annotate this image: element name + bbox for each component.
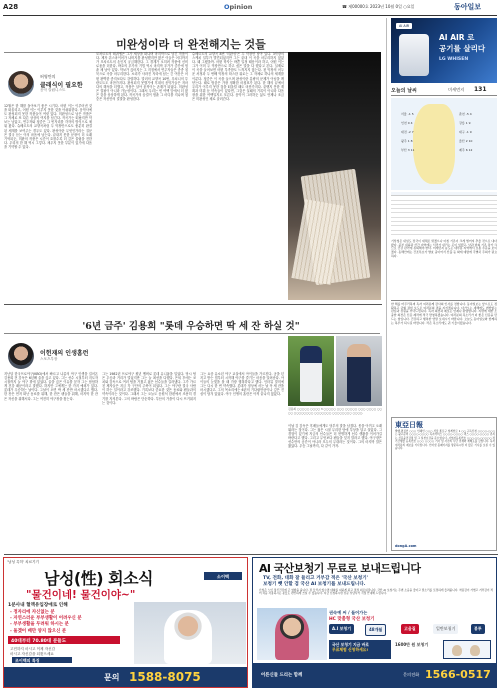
lg-ad[interactable]	[391, 18, 497, 83]
ad-bullet: - 돌겠어 배만 양지 않으신 분	[10, 628, 67, 634]
ad2-footer-bar[interactable]	[253, 663, 497, 688]
header-rule	[3, 15, 497, 16]
author1-name: 허영만의	[40, 74, 56, 79]
lg-ad-line2: 공기를 살리다	[439, 44, 486, 53]
ad-phone-label: 문의	[104, 673, 120, 682]
player-figure	[300, 346, 322, 402]
weather-city-temps-left: 서울 -1 5 인천 0 4 대전 -2 7 광주 1 8 부산 3 11	[401, 112, 415, 152]
ad-phone: 1588-8075	[129, 670, 201, 684]
ad-bullet: - 자연스러운 부부생활이 어려우신 분	[10, 616, 82, 622]
author2-role: 스포츠부장	[40, 357, 58, 361]
ad-model-photo	[134, 602, 246, 664]
column2-photo-1	[288, 336, 334, 406]
ad2-cta-1: 국산 보청기 지금 바로	[332, 642, 369, 647]
donga-box-text: 발행·편집인 ○○○ 인쇄인 ○○○ 서울 종로구 청계천로 1 ○○ 구독신청 ○○○○-○○○○ 광고문의 ○○○○-○○○○ 독자서비스 ○○○○-○○○○ 팩스 ○○○○-○○○○ 본지는 신문윤리강령 및 그 실천요강을 준수합니다. 사업자등록번호 ○○○-○○-○○○○○ 정기간행물 등록번호 ○○○ ○○○○ 기사 및 사진의 무단 전재와 재배포를 금합니다. 독자 여러분의 제보를 기다립니다. 인터넷 홈페이지를 방문하시면 더 많은 기사를 보실 수 있습니다.	[395, 430, 495, 451]
section-rest: pinion	[229, 3, 253, 11]
column2-photo-caption: 김용희 ○○○○○ ○○○○ 3 ○○○○○ ○○○ ○○○○○ ○○○ ○○○○ ○○○○ ○○○○○○○○ ○○○○○○○ ○○○○○○○○ ○○○○.	[288, 407, 382, 415]
ad2-chip: 48개월	[365, 624, 386, 636]
page-header	[0, 0, 500, 16]
section-title	[224, 3, 252, 11]
masthead: 동아일보	[454, 2, 482, 11]
ad2-chip: 고음질	[401, 624, 419, 634]
ad-subheadline: "물건이네! 물건이야~"	[26, 589, 136, 601]
section-o: O	[224, 3, 230, 11]
author1-role: 음악 칼럼니스트	[40, 88, 66, 92]
ad-bullet: - 부부생활을 두려워 하시는 분	[10, 622, 69, 628]
weather-map	[391, 98, 497, 190]
ad2-headline: AI 국산보청기 무료로 보내드립니다	[259, 562, 421, 575]
ad2-chip: A.I 보청기	[329, 624, 354, 634]
column1-text-col3: 슈베르트의 교향곡 8번 '미완성'은 두 악장만 남아 있다. 3악장의 스케치 일부가 발견되었지만 그는 끝내 이 곡을 마무리하지 않았다. 왜 그랬을까. 어떤 학자는 바쁜 일정 때문이라 하고, 어떤 이는 그가 이미 두 악장만으로 하고 싶은 말을 다 했다고 본다. 실제로 이 곡을 들어보면 어떤 부족함도 느껴지지 않는다. 첫 악장의 어두운 서정과 두 번째 악장의 따스한 위로는 그 자체로 하나의 세계를 이룬다. 청중은 이 곡을 들으며 완성이란 분량의 문제가 아님을 깨닫는다. 때로 멈춤은 가장 정확한 마침표가 된다. 한 해의 끝에서 우리가 이루지 못한 것을 떠올릴 때도 마찬가지다. 끝맺지 못한 계획과 미뤄 둔 약속들이 있다면, 그것은 실패의 기록이 아니라 다음 장을 위한 여백일지도 모른다. 음악이 그러하듯 삶도 언제나 조금은 미완성인 채로 흘러간다.	[192, 52, 284, 102]
korea-map-shape	[413, 104, 455, 184]
ad-footer-bar[interactable]	[4, 667, 248, 688]
ad2-phone-label: 문의전화	[403, 672, 420, 677]
hearing-aid-icon	[452, 645, 462, 656]
weather-city-temps-right: 춘천 -5 4 강릉 1 9 대구 -1 9 울산 2 10 제주 6 12	[459, 112, 473, 152]
right-column-text-2: 한 해를 마무리하며 독자 여러분께 감사의 인사를 전합니다. 동아일보는 앞으로도 정확하고 균형 잡힌 보도로 여러분의 곁을 지키겠습니다. 다가오는 새해에도 변함없는 관심과 성원을 부탁드립니다. 독자 의견과 제보는 언제나 환영합니다. 지면에 대한 소중한 의견은 신문 제작에 적극 반영하겠습니다. 여러분의 목소리가 더 좋은 신문을 만드는 힘입니다. 건강하고 행복한 연말 보내시기 바랍니다. 오늘도 동아일보와 함께하는 하루가 되시길 바랍니다. 작은 목소리에도 귀 기울이겠습니다.	[391, 302, 497, 325]
air-value: 131	[474, 86, 487, 93]
ad-note-2: 마시고 자신감을 되찾으세요	[10, 651, 54, 656]
right-col-rule	[391, 300, 497, 301]
ad2-sub1: TV, 전화, 대화 잘 들리고 거부감 적은 '국산 보청기'	[263, 576, 369, 581]
column1-text-col2: 모차르트의 레퀴엠은 그가 세상을 떠나며 마지막으로 남긴 작품이다. 제자 쥐스마이어가 나머지를 완성했지만 많은 이들은 어디까지가 모차르트의 손인지 궁금해한다. 그 경계가 오히려 작품에 신비로움을 더한다. 바흐의 푸가의 기법 역시 마지막 푸가가 중간에 멈춘 채 남아 있다. 악보가 끊어지는 그 지점에서 연주자들은 종종 침묵으로 곡을 마무리한다. 소리가 사라진 자리에 남는 긴 여운은 어떤 완벽한 종지보다도 강렬하다. 말러의 교향곡 10번, 푸치니의 투란도트도 마찬가지다. 완성되지 못했기에 후대의 음악가들은 저마다의 해석을 더했고, 작품은 살아 움직이는 존재가 되었다. 미완성은 결핍이 아니라 가능성이다. 그래서 우리는 빈 여백 앞에서 더 많은 것을 상상하게 된다. 작곡가의 숨결이 멈춘 그 마디를 지나며 청중은 자신만의 결말을 완성한다.	[96, 52, 188, 102]
weather-table	[391, 192, 497, 238]
page-number: A28	[3, 3, 19, 11]
ad2-chip: 봉투	[471, 624, 485, 634]
author1-avatar	[8, 71, 34, 97]
bottom-right-ad[interactable]	[252, 557, 497, 688]
ad2-body: 난청은 노인 정신건강에 큰 영향을 줍니다. 잘 들리지 않으면 대화를 피하게 되고 점점 외로워집니다. 국산 AI 보청기는 주변 소음을 줄이고 말소리를 또렷하게 들려줍니다. 착용감이 가볍고 거부감이 적어 처음 사용하시는 분들도 편안하게 쓰실 수 있습니다. 지금 신청하시면 전문 상담사가 직접 안내해 드립니다.	[259, 588, 493, 596]
column2-text-col2: 그는 1982년 프로야구 원년 멤버로 롯데 유니폼을 입었다. 당시 팀은 우승과 거리가 멀었지만 그는 늘 최선을 다했다. 은퇴 후에는 코치와 감독으로 여러 팀을 거쳤고 젊은 선수들을 길러냈다. 그가 가르친 제자들은 지금 각 구단의 주축이 되었다. 그는 야구란 결국 사람이 하는 일이라고 강조했다. 기록보다 중요한 것은 동료와 팬들과의 약속이라는 것이다. 그래서 그는 오늘도 응원석 한편에서 조용히 경기를 지켜본다. 그의 바람은 단순하다. 부산의 가을이 다시 뜨거워지는 것이다.	[102, 372, 196, 405]
lg-ad-line1: AI AIR 로	[439, 33, 475, 42]
right-column-text: 기상청은 내일도 전국이 대체로 맑겠으나 아침 기온이 크게 떨어져 추울 것으로 내다봤다. 중부 내륙과 산간 지역에는 서리가 내리는 곳이 있겠고, 낮과 밤의 기온 차가 크므로 건강 관리에 유의해야 한다. 미세먼지 농도는 대부분 지역에서 보통 수준을 보이겠다. 동해안에는 건조특보가 발효 중이어서 산불 등 화재 예방에 각별히 주의가 필요하다.	[391, 239, 497, 258]
ad2-bottom-text: 어른신들 드리는 함께	[261, 673, 303, 678]
column-divider	[386, 18, 387, 552]
donga-box	[391, 417, 497, 551]
ad2-cta-2: 무료체험 신청하세요!	[332, 647, 369, 652]
column2-text-col1: 지난달 한국프로야구(KBO)에서 빠르고 나름의 야구 인생을 걸어온 김용희 전 감독은 6년째 술을 끊고 있다. 그는 선수 시절부터 지도자 시절까지 늘 야구 곁에 있었다. 술을 끊은 이유를 묻자 그는 담담하게 건강 때문이라고 말했다. 하지만 그에게는 한 가지 예외가 있다. 롯데가 우승하는 날이다. 그날이 오면 딱 세 잔만 마시겠다고 했다. 한 잔은 먼저 떠난 동료를 위해, 한 잔은 팬들을 위해, 마지막 한 잔은 자신을 위해서다. 그는 여전히 야구장을 찾는다.	[4, 372, 98, 401]
author1-subtitle: 클래식이 필요한	[40, 82, 83, 89]
ad-notes	[10, 647, 55, 656]
weather-rule	[391, 95, 497, 96]
ad-highlight: 40대부터 70.80대 분들도	[8, 636, 120, 644]
hearing-aid-icon	[470, 645, 480, 656]
ad-tag: 소이맥	[204, 572, 242, 580]
aircon-image	[399, 34, 429, 76]
column2-title-rule	[4, 333, 380, 334]
issue-info: ☎ 제00000호 2023년 10월 0일 ○요일	[342, 4, 415, 9]
column1-photo	[288, 52, 381, 300]
author2-avatar	[8, 343, 34, 369]
ad2-sub2: 보청기 뺏 안할 겸 국산 AI 보청기를 보내드립니다.	[263, 582, 366, 587]
ad-bullet: - 정자리에 자신없는 분	[10, 610, 55, 615]
ad2-phone: 1566-0517	[425, 668, 491, 681]
headline-part-b: 性	[80, 569, 97, 588]
column2-text-col3: 그는 요즘 유소년 야구 교실에서 아이들을 가르친다. 공을 던지고 받는 법부터 시작해 야구를 즐기는 마음을 알려준다. 아이들의 눈빛을 볼 때 가장 행복하다고 했다. 인터뷰 말미에 그는 다시 한 번 약속했다. 롯데가 정상에 서는 날 꼭 세 잔을 마시겠다고. 그의 목소리에는 6년의 기다림만큼이나 깊은 진심이 담겨 있었다. 야구 인생의 홈런은 아직 끝나지 않았다.	[200, 372, 284, 397]
column2-text-col4: 이날 김 감독은 후배들에게도 당부의 말을 남겼다. 몸을 아끼고 오래 뛰라는 것이다. 그는 젊은 시절 무리한 탓에 부상을 달고 살았다. 그 경험이 있기에 지금의 선수들은 더 현명하게 선수 생활을 이어가길 바란다고 했다. 그리고 무엇보다 팬들을 잊지 말라고 했다. 야구장은 선수만의 공간이 아니라 모두의 무대라는 것이다. 그의 마지막 말은 짧았다. 우승 그날까지, 다 같이 가자.	[288, 424, 382, 449]
ad2-photo-label2: HC 맞춤형 국산 보청기	[329, 617, 375, 622]
lg-ad-line3: LG WHISEN	[439, 57, 469, 62]
bottom-left-ad[interactable]	[3, 557, 248, 688]
column1-bottom-rule	[4, 304, 382, 305]
ad2-chip: 일반보청기	[433, 624, 458, 634]
coach-figure	[347, 344, 371, 402]
headline-part-c: ) 회소식	[96, 569, 154, 588]
donga-box-footer: dongA.com	[395, 544, 417, 548]
ad-desc: 1분사내 혈액유입장애로 인해	[8, 603, 68, 608]
ad2-model-figure	[275, 614, 309, 660]
air-label: 미세먼지	[448, 87, 465, 92]
headline-part-a: 남성(	[44, 569, 81, 588]
author2-name: 이헌재의 인생홈런	[40, 350, 89, 357]
column1-title: 미완성이라 더 완전해지는 것들	[116, 38, 266, 51]
lg-ad-tag: AI AIR	[396, 23, 412, 29]
column2-bottom-rule	[4, 554, 498, 555]
ad-note-1: 고민하지 마시고 이제 자신감	[10, 647, 56, 651]
column1-text-col1: 12월은 한 해를 돌아보기 좋은 시기다. 어떤 이는 이루어낸 것을 떠올리고, 어떤 이는 이루지 못한 것을 아쉬워한다. 음악사에도 완성되지 못한 작품들이 여럿 있다. 미완성으로 남은 작품은 그 자체로 또 다른 상상의 여지를 남긴다. 작곡가는 떠났지만 악보는 남았고, 연주자와 청중은 그 빈자리를 각자의 방식으로 채워 왔다. 슈베르트의 교향곡처럼 두 악장만으로도 충분히 완결된 세계를 보여주는 경우도 있다. 완성이란 무엇인가라는 질문은 결국 듣는 이의 마음에 남는다. 끝내지 못한 문장이 더 오래 기억되듯, 미완의 작품은 시간이 흐를수록 더 깊은 울림을 전한다. 우리의 한 해 역시 그렇다. 채우지 못한 부분이 있기에 다음을 기약할 수 있다.	[4, 104, 92, 149]
ad-brand: 조이맥의 특징	[12, 657, 72, 663]
ad-badge: '남성 특허' 치료기기	[7, 560, 40, 564]
ad2-cta-box[interactable]	[329, 640, 391, 659]
ad2-model-photo	[257, 608, 327, 660]
ad-bullets	[10, 610, 82, 635]
ad2-product-image	[443, 640, 491, 659]
donga-box-title: 東亞日報	[395, 420, 423, 429]
weather-title: 오늘의 날씨	[391, 88, 417, 94]
ad2-chips	[329, 624, 493, 638]
ad2-cta-mid: 1600만 원 보청기	[395, 642, 429, 647]
ad-model-figure	[164, 610, 212, 664]
ad2-photo-label: 권숙예 씨 / 들어가는	[329, 610, 368, 615]
column2-photo-2	[336, 336, 382, 406]
ad-headline	[44, 566, 153, 589]
column2-title: '6년 금주' 김용희 "롯데 우승하면 딱 세 잔 하실 것"	[82, 321, 300, 332]
